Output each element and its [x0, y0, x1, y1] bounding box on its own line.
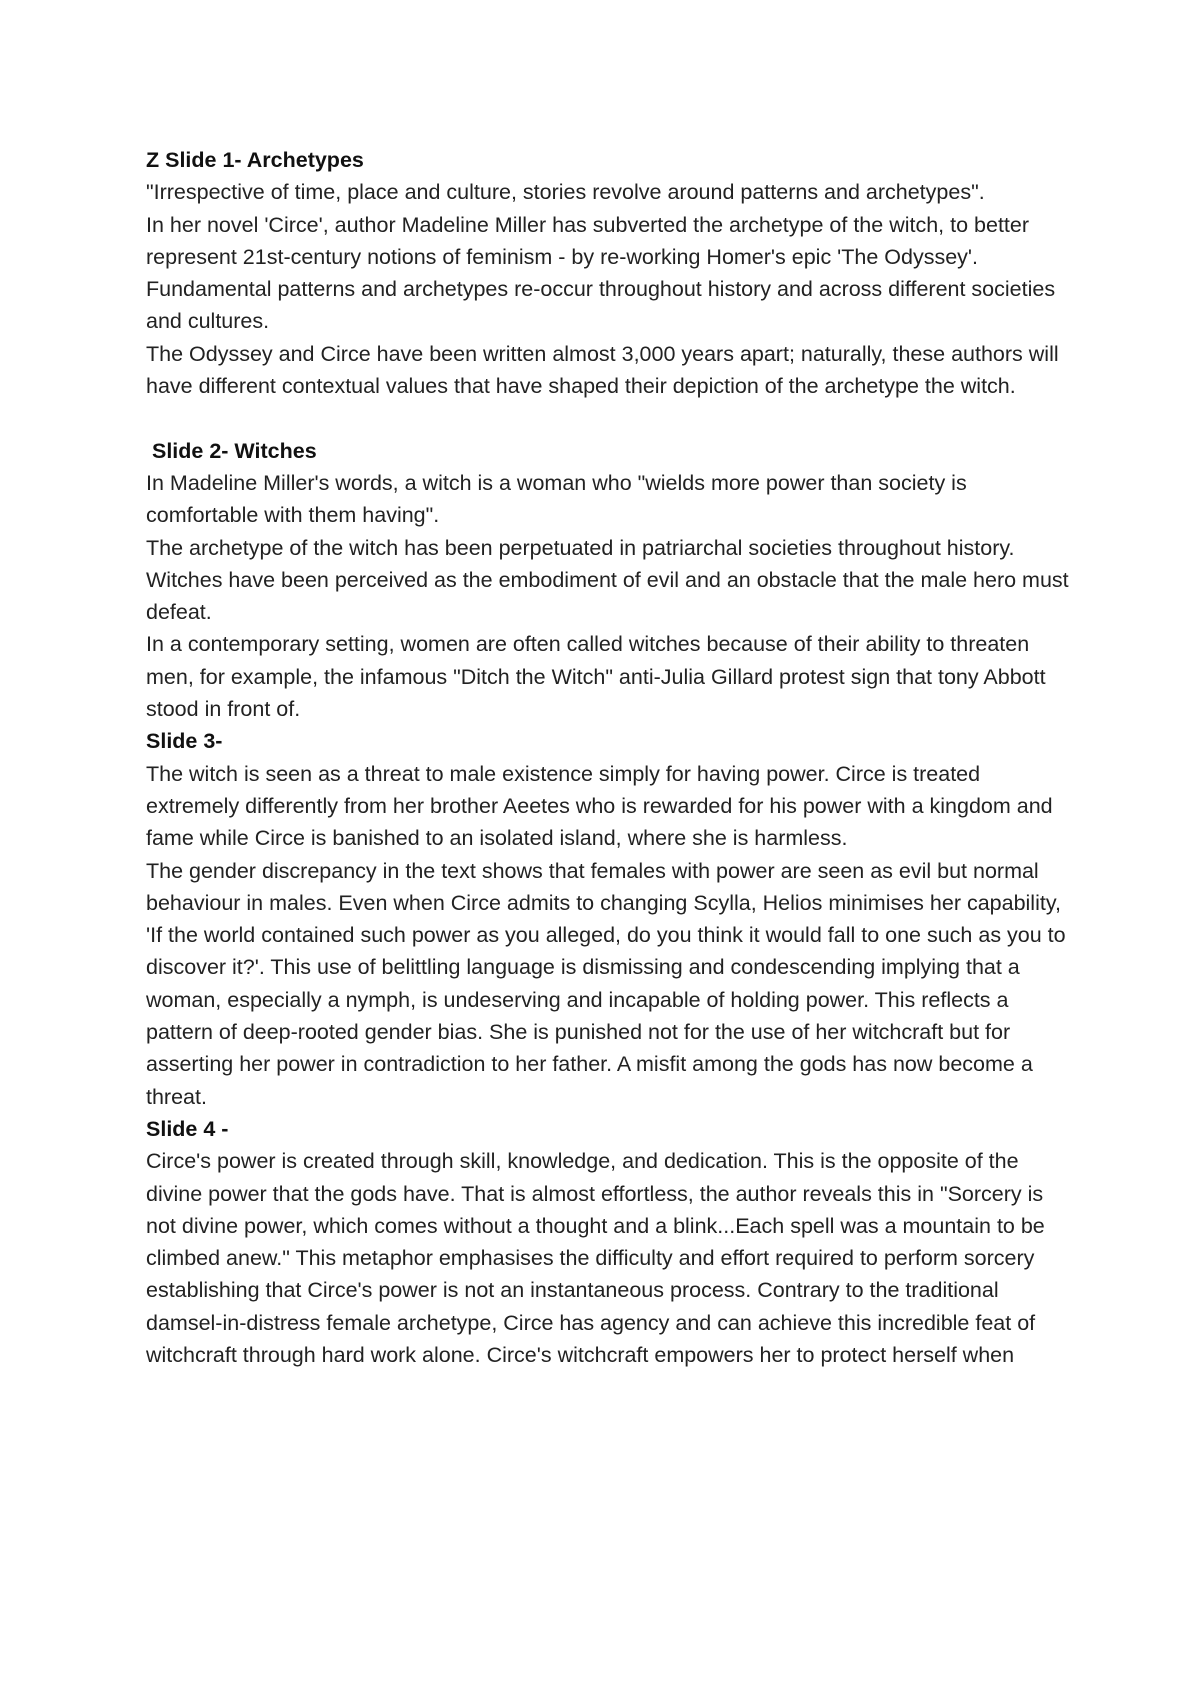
slide1-paragraph: Fundamental patterns and archetypes re-occur throughout history and across different societies and cultures. [146, 277, 1056, 334]
slide1-paragraph: "Irrespective of time, place and culture, stories revolve around patterns and archetypes". [146, 180, 985, 205]
slide4-paragraph: Circe's power is created through skill, knowledge, and dedication. This is the opposite of the divine power that the gods have. That is almost effortless, the author reveals this in "Sorcery is not divine power, which comes without a thought and a blink...Each spell was a mountain to be climbed anew." This metaphor emphasises the difficulty and effort required to perform sorcery establishing that Circe's power is not an instantaneous process. Contrary to the traditional damsel-in-distress female archetype, Circe has agency and can achieve this incredible feat of witchcraft through hard work alone. Circe's witchcraft empowers her to protect herself when [146, 1149, 1045, 1367]
document-page [146, 144, 1076, 1371]
slide1-paragraph: The Odyssey and Circe have been written almost 3,000 years apart; naturally, these authors will have different contextual values that have shaped their depiction of the archetype the witch. [146, 341, 1059, 399]
slide3-paragraph: The gender discrepancy in the text shows that females with power are seen as evil but normal behaviour in males. Even when Circe admits to changing Scylla, Helios minimises her capability, 'If the world contained such power as you alleged, do you think it would fall to one such as you to discover it?'. This use of belittling language is dismissing and condescending implying that a woman, especially a nymph, is undeserving and incapable of holding power. This reflects a pattern of deep-rooted gender bias. She is punished not for the use of her witchcraft but for asserting her power in contradiction to her father. A misfit among the gods has now become a threat. [146, 858, 1066, 1109]
slide2-paragraph: In Madeline Miller's words, a witch is a woman who "wields more power than society is comfortable with them having". [146, 470, 967, 528]
slide1-paragraph: In her novel 'Circe', author Madeline Miller has subverted the archetype of the witch, to better represent 21st-century notions of feminism - by re-working Homer's epic 'The Odyssey'. [146, 212, 1030, 269]
slide4-heading: Slide 4 - [146, 1116, 229, 1141]
slide3-heading: Slide 3- [146, 729, 223, 754]
slide2-paragraph: The archetype of the witch has been perpetuated in patriarchal societies throughout history. Witches have been perceived as the embodiment of evil and an obstacle that the male hero must defeat. [146, 535, 1069, 625]
section-spacer [146, 402, 1076, 434]
slide1-heading: Z Slide 1- Archetypes [146, 148, 364, 172]
slide2-heading: Slide 2- Witches [146, 438, 317, 463]
slide2-paragraph: In a contemporary setting, women are often called witches because of their ability to threaten men, for example, the infamous "Ditch the Witch" anti-Julia Gillard protest sign that tony Abbott stood in front of. [146, 632, 1046, 722]
slide3-paragraph: The witch is seen as a threat to male existence simply for having power. Circe is treated extremely differently from her brother Aeetes who is rewarded for his power with a kingdom and fame while Circe is banished to an isolated island, where she is harmless. [146, 761, 1053, 851]
